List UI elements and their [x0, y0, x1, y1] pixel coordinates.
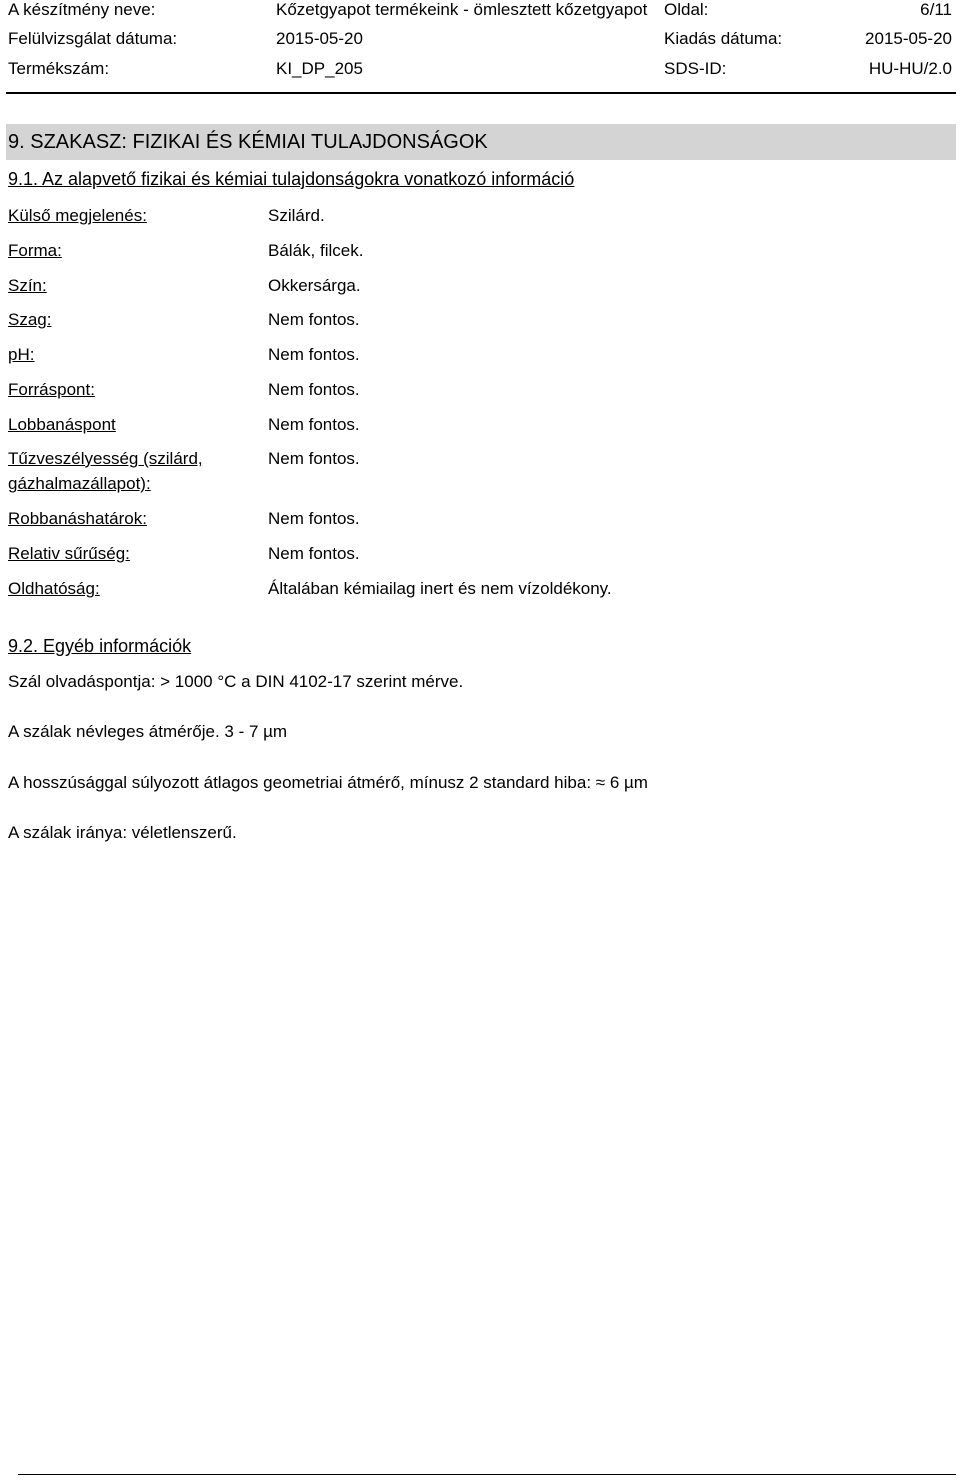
property-label: Tűzveszélyesség (szilárd, gázhalmazállapot):	[8, 449, 203, 493]
property-value: Nem fontos.	[268, 380, 360, 399]
other-info-paragraph: A szálak iránya: véletlenszerű.	[8, 823, 237, 842]
revision-date-label: Felülvizsgálat dátuma:	[8, 29, 178, 48]
property-label: Lobbanáspont	[8, 415, 116, 434]
property-value: Nem fontos.	[268, 544, 360, 563]
issue-date-label: Kiadás dátuma:	[664, 29, 783, 48]
sds-id: HU-HU/2.0	[868, 59, 952, 78]
property-label: Külső megjelenés:	[8, 206, 147, 225]
property-label: Szag:	[8, 310, 52, 329]
property-value: Okkersárga.	[268, 276, 361, 295]
property-label: Oldhatóság:	[8, 579, 100, 598]
property-label: Forráspont:	[8, 380, 95, 399]
section-title: 9. SZAKASZ: FIZIKAI ÉS KÉMIAI TULAJDONSÁGOK	[8, 131, 488, 153]
page-number: 6/11	[920, 0, 952, 19]
property-value: Általában kémiailag inert és nem vízoldékony.	[268, 579, 612, 598]
other-info-paragraph: A szálak névleges átmérője. 3 - 7 µm	[8, 722, 288, 741]
property-value: Nem fontos.	[268, 415, 360, 434]
header-row-ids	[0, 59, 960, 83]
property-label: pH:	[8, 345, 35, 364]
header-row-dates	[0, 29, 960, 53]
property-label: Relativ sűrűség:	[8, 544, 130, 563]
product-name-label: A készítmény neve:	[8, 0, 156, 19]
property-value: Nem fontos.	[268, 345, 360, 364]
other-info-paragraph: Szál olvadáspontja: > 1000 °C a DIN 4102-17 szerint mérve.	[8, 672, 464, 691]
header-row-product	[0, 0, 960, 24]
product-name: Kőzetgyapot termékeink - ömlesztett kőzetgyapot	[276, 0, 648, 19]
property-value: Nem fontos.	[268, 449, 360, 468]
sds-id-label: SDS-ID:	[664, 59, 727, 78]
product-number: KI_DP_205	[276, 59, 363, 78]
subsection-9-2-title: 9.2. Egyéb információk	[8, 636, 192, 656]
property-label: Szín:	[8, 276, 47, 295]
property-value: Bálák, filcek.	[268, 241, 364, 260]
header-divider	[6, 92, 956, 94]
other-info-paragraph: A hosszúsággal súlyozott átlagos geometriai átmérő, mínusz 2 standard hiba: ≈ 6 µm	[8, 773, 648, 792]
product-number-label: Termékszám:	[8, 59, 110, 78]
footer-divider	[18, 1474, 956, 1475]
property-value: Nem fontos.	[268, 509, 360, 528]
subsection-9-1-title: 9.1. Az alapvető fizikai és kémiai tulajdonságokra vonatkozó információ	[8, 169, 575, 189]
property-value: Nem fontos.	[268, 310, 360, 329]
property-label: Robbanáshatárok:	[8, 509, 147, 528]
property-label: Forma:	[8, 241, 62, 260]
revision-date: 2015-05-20	[276, 29, 363, 48]
issue-date: 2015-05-20	[865, 29, 952, 48]
property-value: Szilárd.	[268, 206, 325, 225]
page-label: Oldal:	[664, 0, 709, 19]
